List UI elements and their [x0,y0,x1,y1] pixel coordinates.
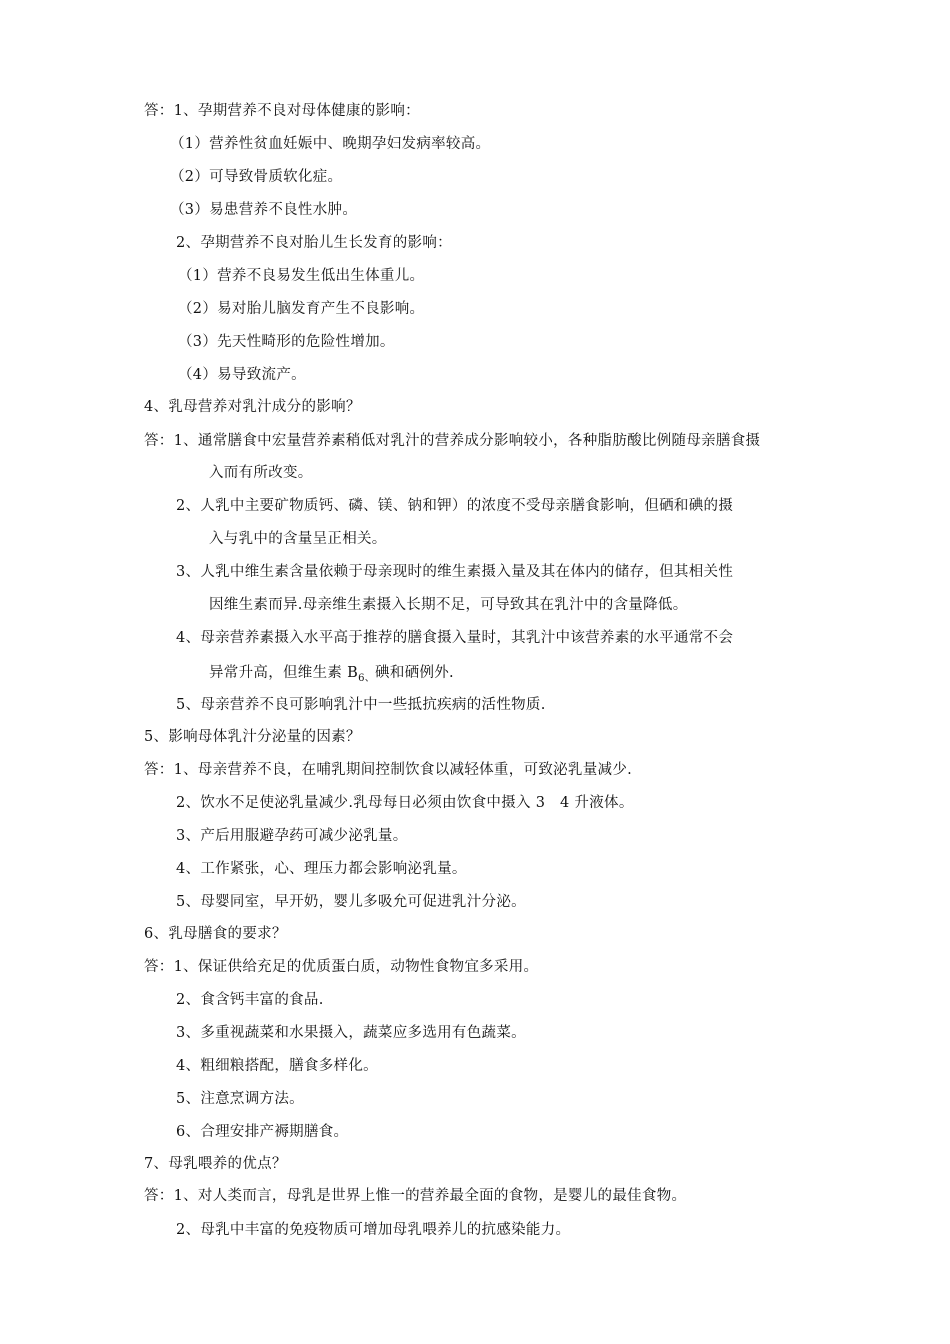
answer-subitem: （2）可导致骨质软化症。 [170,169,343,185]
answer-subitem: （4）易导致流产。 [178,367,306,383]
answer-subitem: （1）营养不良易发生低出生体重儿。 [178,268,425,284]
question-heading: 4、乳母营养对乳汁成分的影响？ [144,399,361,415]
answer-line: 2、孕期营养不良对胎儿生长发育的影响： [176,235,452,251]
answer-continuation: 因维生素而异.母亲维生素摄入长期不足，可导致其在乳汁中的含量降低。 [209,597,688,613]
answer-line: 答：1、孕期营养不良对母体健康的影响： [144,103,420,119]
answer-line: 答：1、母亲营养不良，在哺乳期间控制饮食以减轻体重，可致泌乳量减少. [144,762,633,778]
question-heading: 5、影响母体乳汁分泌量的因素？ [144,729,361,745]
answer-line: 6、合理安排产褥期膳食。 [176,1124,349,1140]
answer-continuation: 入与乳中的含量呈正相关。 [209,531,387,547]
answer-line: 5、母亲营养不良可影响乳汁中一些抵抗疾病的活性物质. [176,697,546,713]
answer-line: 4、粗细粮搭配，膳食多样化。 [176,1058,378,1074]
answer-line: 5、母婴同室，早开奶，婴儿多吸允可促进乳汁分泌。 [176,894,526,910]
answer-subitem: （3）易患营养不良性水肿。 [170,202,358,218]
answer-line: 3、产后用服避孕药可减少泌乳量。 [176,828,408,844]
subscript: 6、 [358,673,376,684]
text: 异常升高，但维生素 B [209,665,359,681]
answer-line: 4、工作紧张，心、理压力都会影响泌乳量。 [176,861,467,877]
answer-subitem: （2）易对胎儿脑发育产生不良影响。 [178,301,425,317]
question-heading: 7、母乳喂养的优点？ [144,1156,287,1172]
answer-line: 答：1、对人类而言，母乳是世界上惟一的营养最全面的食物，是婴儿的最佳食物。 [144,1188,687,1204]
answer-subitem: （1）营养性贫血妊娠中、晚期孕妇发病率较高。 [170,136,491,152]
answer-line: 答：1、保证供给充足的优质蛋白质，动物性食物宜多采用。 [144,959,539,975]
question-heading: 6、乳母膳食的要求？ [144,926,287,942]
answer-subitem: （3）先天性畸形的危险性增加。 [178,334,395,350]
answer-line: 4、母亲营养素摄入水平高于推荐的膳食摄入量时，其乳汁中该营养素的水平通常不会 [176,630,734,646]
answer-line: 2、人乳中主要矿物质钙、磷、镁、钠和钾）的浓度不受母亲膳食影响，但硒和碘的摄 [176,498,734,514]
answer-line: 3、多重视蔬菜和水果摄入，蔬菜应多选用有色蔬菜。 [176,1025,526,1041]
answer-continuation [209,664,454,688]
text: 碘和硒例外. [375,665,454,681]
answer-continuation: 入而有所改变。 [209,465,313,481]
answer-line: 5、注意烹调方法。 [176,1091,304,1107]
answer-line: 2、食含钙丰富的食品. [176,992,324,1008]
answer-line: 3、人乳中维生素含量依赖于母亲现时的维生素摄入量及其在体内的储存，但其相关性 [176,564,734,580]
answer-line: 2、饮水不足使泌乳量减少.乳母每日必须由饮食中摄入 3 4 升液体。 [176,795,634,811]
answer-line: 答：1、通常膳食中宏量营养素稍低对乳汁的营养成分影响较小，各种脂肪酸比例随母亲膳食摄 [144,433,761,449]
answer-line: 2、母乳中丰富的免疫物质可增加母乳喂养儿的抗感染能力。 [176,1222,571,1238]
